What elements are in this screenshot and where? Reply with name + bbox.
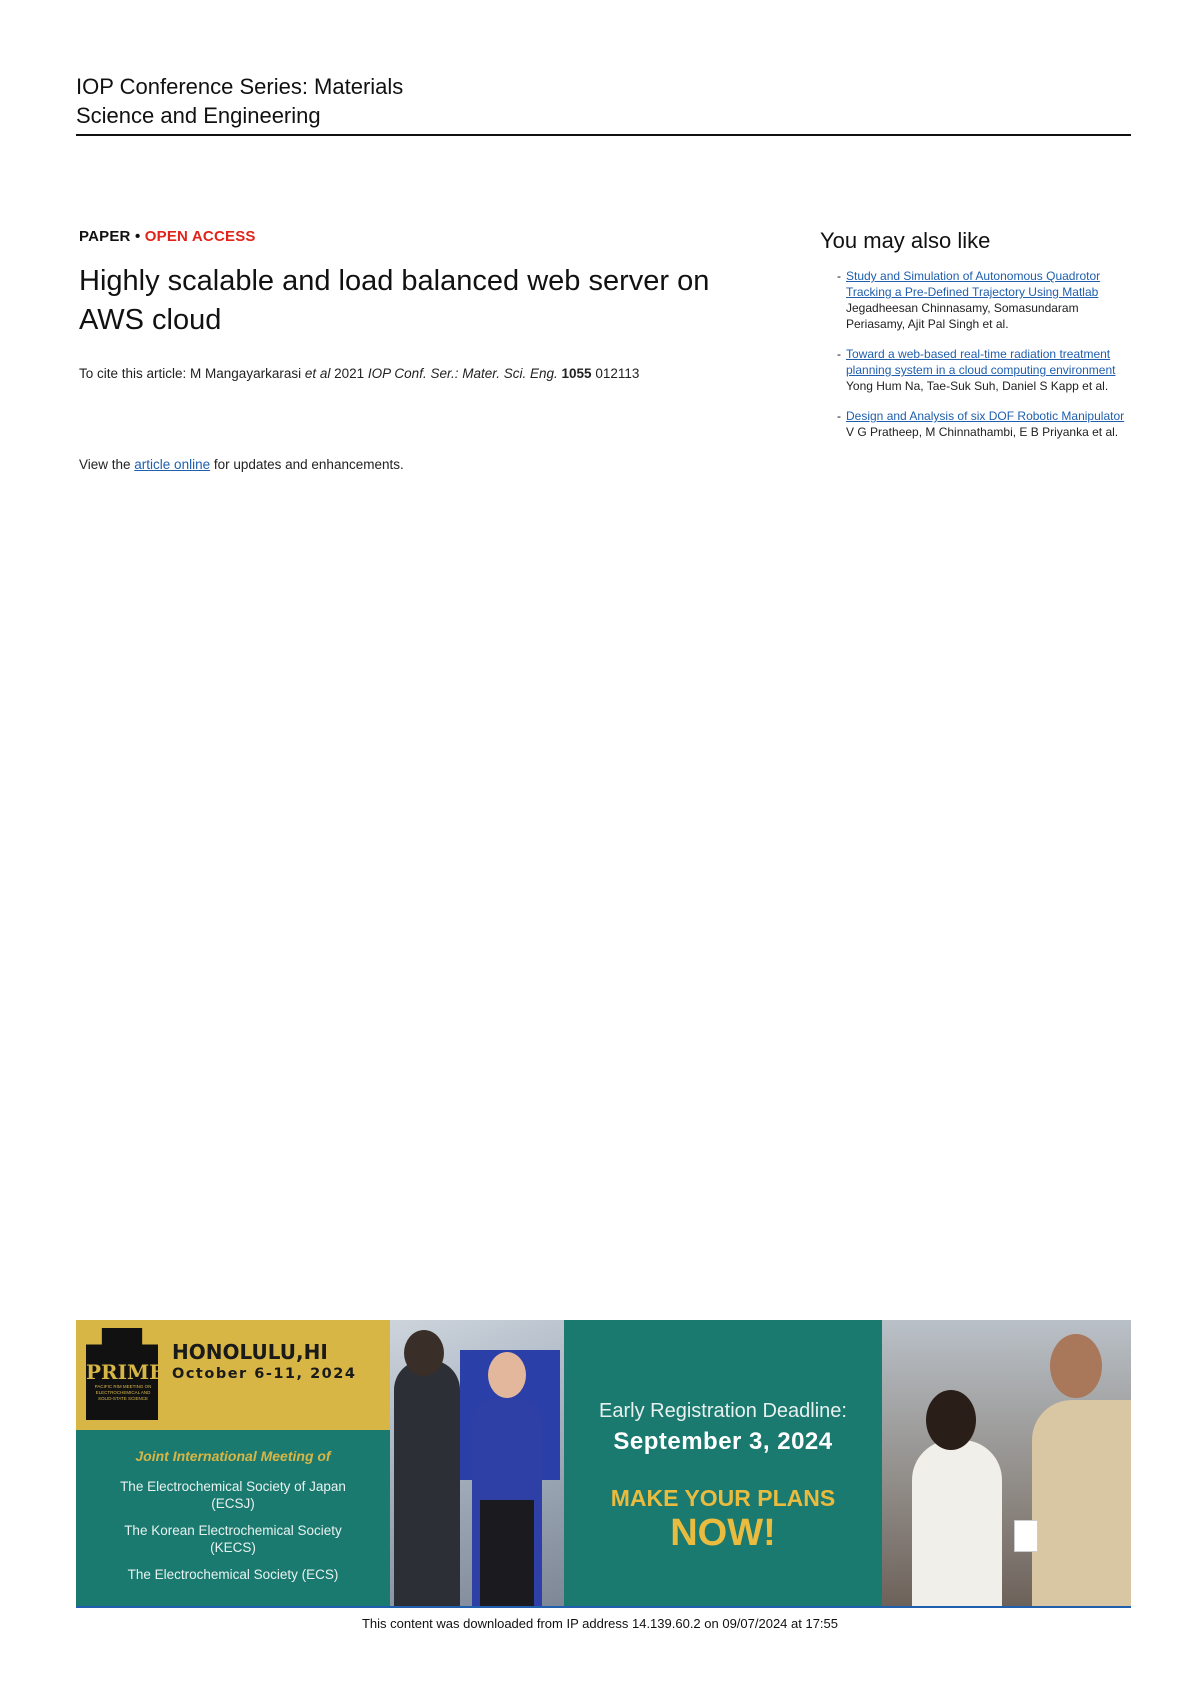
banner-left-panel (76, 1320, 390, 1606)
presenter-head (488, 1352, 526, 1398)
attendee-figure (394, 1360, 460, 1606)
paper-info (79, 228, 809, 472)
related-item (837, 408, 1130, 440)
open-access-label: OPEN ACCESS (144, 228, 256, 245)
related-authors: Jegadheesan Chinnasamy, Somasundaram Periasamy, Ajit Pal Singh et al. (846, 301, 1079, 331)
paper-type-label: PAPER (79, 228, 131, 245)
kicker-separator: • (130, 228, 145, 245)
attendee-man (1032, 1400, 1131, 1606)
attendee-woman-head (926, 1390, 976, 1450)
banner-joint-meeting: Joint International Meeting of (135, 1448, 331, 1464)
society-line: The Korean Electrochemical Society (124, 1523, 342, 1538)
now-text: NOW! (670, 1512, 776, 1554)
list-dash: - (837, 269, 841, 283)
banner-dates: October 6-11, 2024 (172, 1366, 357, 1382)
society-line: The Electrochemical Society (ECS) (127, 1567, 339, 1582)
view-online-line: View the article online for updates and enhancements. (79, 457, 404, 472)
make-plans-text: MAKE YOUR PLANS (610, 1485, 836, 1511)
society-line: (KECS) (210, 1540, 256, 1555)
cite-journal: IOP Conf. Ser.: Mater. Sci. Eng. (367, 366, 558, 381)
coffee-cup-icon (1014, 1520, 1038, 1552)
attendee-woman (912, 1440, 1002, 1606)
cite-volume: 1055 (561, 366, 592, 381)
citation: To cite this article: M Mangayarkarasi et al 2021 IOP Conf. Ser.: Mater. Sci. Eng. 1055 012113 (79, 366, 640, 381)
cite-et-al: et al (304, 366, 331, 381)
prime-logo-word: PRIME (86, 1360, 165, 1384)
related-articles (820, 228, 1130, 454)
conference-ad-banner[interactable] (76, 1320, 1131, 1606)
society-line: The Electrochemical Society of Japan (120, 1479, 346, 1494)
banner-location: HONOLULU,HI (172, 1340, 328, 1364)
paper-title: Highly scalable and load balanced web server on AWS cloud (79, 265, 710, 336)
society-line: (ECSJ) (211, 1496, 255, 1511)
download-footer: This content was downloaded from IP address 14.139.60.2 on 09/07/2024 at 17:55 (361, 1616, 839, 1631)
attendee-head (404, 1330, 444, 1376)
list-dash: - (837, 409, 841, 423)
related-link[interactable]: Toward a web-based real-time radiation treatment planning system in a cloud computing environment (846, 347, 1116, 377)
conference-photo-booth (390, 1320, 564, 1606)
presenter-legs (480, 1500, 534, 1606)
banner-yellow-block (76, 1320, 390, 1430)
journal-header (76, 72, 1131, 136)
conference-photo-attendees (882, 1320, 1131, 1606)
banner-bottom-rule (76, 1606, 1131, 1608)
article-online-link[interactable]: article online (134, 457, 211, 472)
related-authors: Yong Hum Na, Tae-Suk Suh, Daniel S Kapp et al. (846, 379, 1109, 393)
paper-kicker (79, 228, 809, 245)
attendee-man-head (1050, 1334, 1102, 1398)
related-item (837, 346, 1130, 394)
early-registration-label: Early Registration Deadline: (599, 1400, 847, 1422)
related-link[interactable]: Study and Simulation of Autonomous Quadrotor Tracking a Pre-Defined Trajectory Using Matlab (846, 269, 1101, 299)
related-authors: V G Pratheep, M Chinnathambi, E B Priyanka et al. (846, 425, 1119, 439)
registration-deadline: September 3, 2024 (613, 1428, 833, 1455)
journal-title: IOP Conference Series: Materials Science and Engineering (76, 74, 404, 128)
banner-cta-panel (564, 1320, 882, 1606)
related-list (837, 268, 1130, 440)
related-link[interactable]: Design and Analysis of six DOF Robotic Manipulator (846, 409, 1125, 423)
related-item (837, 268, 1130, 332)
related-heading: You may also like (820, 228, 991, 253)
prime-logo-subtitle: PACIFIC RIM MEETING ON ELECTROCHEMICAL AND SOLID-STATE SCIENCE (94, 1384, 152, 1401)
list-dash: - (837, 347, 841, 361)
